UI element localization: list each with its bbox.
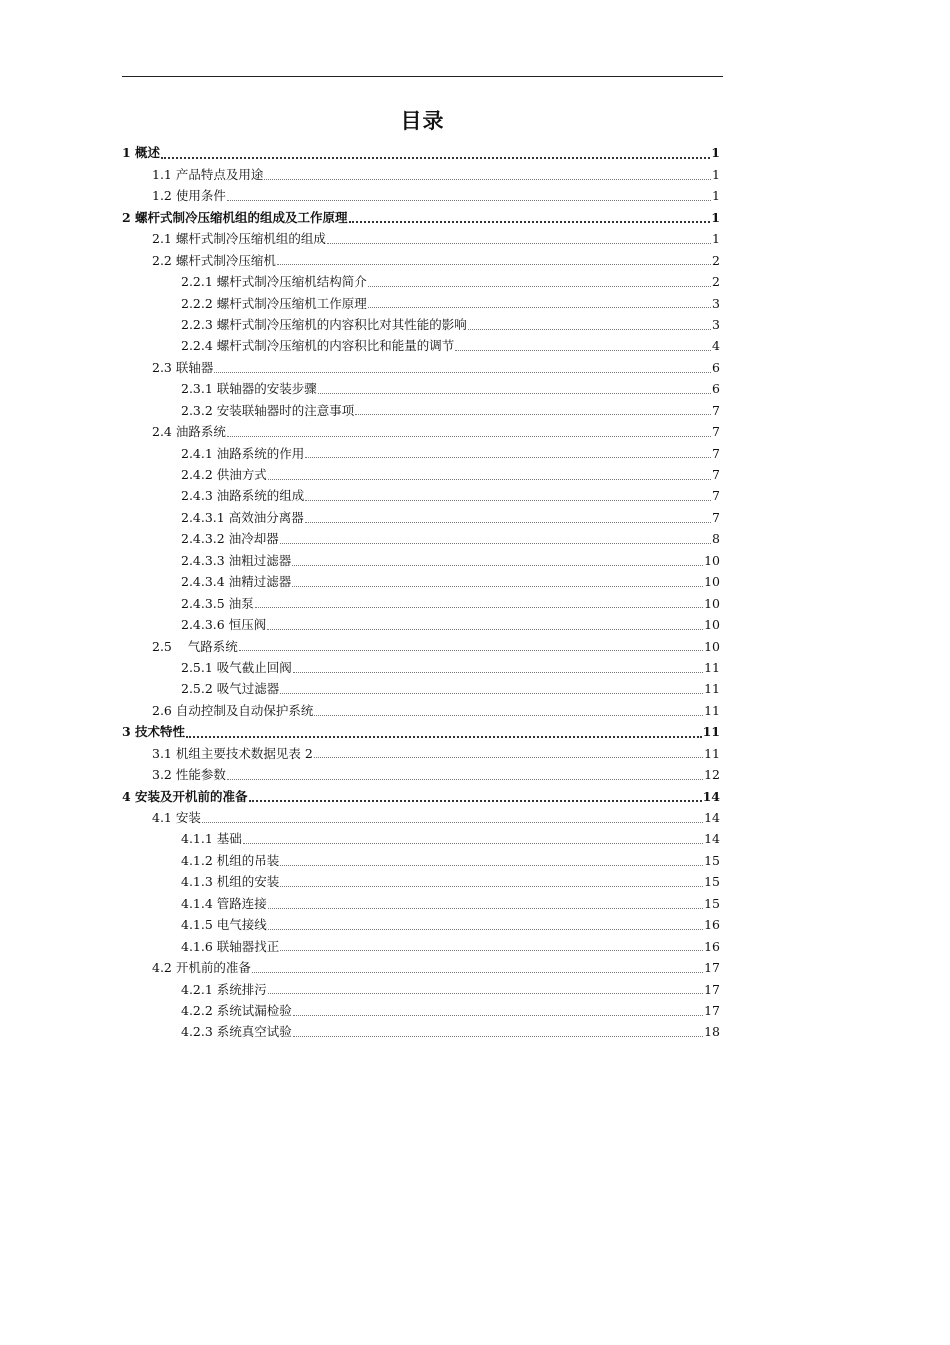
dot-leader	[264, 179, 711, 180]
toc-entry[interactable]	[122, 143, 720, 164]
header-rule	[122, 76, 723, 77]
dot-leader	[268, 908, 703, 909]
dot-leader	[249, 800, 702, 802]
toc-entry[interactable]	[122, 893, 720, 914]
toc-entry-text: 2.6 自动控制及自动保护系统	[152, 702, 314, 718]
toc-entry-page: 18	[704, 1024, 720, 1040]
toc-entry[interactable]	[122, 465, 720, 486]
dot-leader	[293, 1036, 703, 1037]
toc-entry-text: 2.4.2 供油方式	[181, 467, 267, 483]
toc-entry-text: 2.4.3.3 油粗过滤器	[181, 552, 292, 568]
toc-entry[interactable]	[122, 808, 720, 829]
toc-entry[interactable]	[122, 315, 720, 336]
toc-entry-page: 3	[712, 316, 720, 332]
toc-entry[interactable]	[122, 615, 720, 636]
toc-entry[interactable]	[122, 550, 720, 571]
toc-entry-text: 2.4.3.5 油泵	[181, 595, 254, 611]
toc-entry-text: 2.3.2 安装联轴器时的注意事项	[181, 402, 355, 418]
toc-entry-page: 10	[704, 574, 720, 590]
toc-entry-text: 2 螺杆式制冷压缩机组的组成及工作原理	[122, 209, 348, 225]
dot-leader	[255, 607, 703, 608]
toc-entry-page: 10	[704, 595, 720, 611]
toc-entry-page: 15	[704, 895, 720, 911]
toc-entry-page: 6	[712, 359, 720, 375]
toc-entry[interactable]	[122, 164, 720, 185]
toc-entry[interactable]	[122, 872, 720, 893]
toc-entry-page: 7	[712, 467, 720, 483]
toc-entry-page: 17	[704, 960, 720, 976]
toc-entry-page: 14	[702, 788, 720, 804]
toc-entry[interactable]	[122, 207, 720, 228]
dot-leader	[268, 993, 703, 994]
toc-entry[interactable]	[122, 507, 720, 528]
toc-entry-text: 2.4.3 油路系统的组成	[181, 488, 305, 504]
toc-entry[interactable]	[122, 250, 720, 271]
dot-leader	[280, 886, 703, 887]
toc-entry-page: 1	[711, 145, 720, 161]
toc-entry-text: 1.2 使用条件	[152, 188, 226, 204]
toc-entry-page: 14	[704, 831, 720, 847]
toc-entry[interactable]	[122, 936, 720, 957]
toc-entry-page: 11	[704, 659, 720, 675]
dot-leader	[214, 372, 711, 373]
toc-entry-page: 17	[704, 981, 720, 997]
toc-entry[interactable]	[122, 422, 720, 443]
toc-entry-text: 1 概述	[122, 145, 161, 161]
toc-entry[interactable]	[122, 293, 720, 314]
dot-leader	[314, 715, 703, 716]
toc-entry-page: 7	[712, 509, 720, 525]
dot-leader	[292, 565, 703, 566]
toc-entry[interactable]	[122, 572, 720, 593]
toc-entry-page: 10	[704, 638, 720, 654]
toc-entry-page: 7	[712, 424, 720, 440]
toc-entry-page: 11	[704, 702, 720, 718]
toc-entry[interactable]	[122, 786, 720, 807]
toc-entry[interactable]	[122, 915, 720, 936]
toc-entry-text: 2.4.3.2 油冷却器	[181, 531, 279, 547]
toc-entry-text: 4.2.1 系统排污	[181, 981, 267, 997]
toc-entry-text: 4 安装及开机前的准备	[122, 788, 248, 804]
toc-entry-text: 2.3 联轴器	[152, 359, 214, 375]
toc-entry-text: 3 技术特性	[122, 724, 186, 740]
toc-entry-text: 4.2.3 系统真空试验	[181, 1024, 292, 1040]
dot-leader	[280, 693, 703, 694]
toc-entry[interactable]	[122, 765, 720, 786]
toc-entry-text: 2.1 螺杆式制冷压缩机组的组成	[152, 231, 326, 247]
dot-leader	[293, 672, 703, 673]
toc-entry[interactable]	[122, 486, 720, 507]
toc-entry-page: 7	[712, 445, 720, 461]
toc-entry-page: 4	[712, 338, 720, 354]
dot-leader	[227, 779, 703, 780]
toc-entry[interactable]	[122, 593, 720, 614]
dot-leader	[455, 350, 711, 351]
toc-entry-text: 4.1.3 机组的安装	[181, 874, 280, 890]
toc-entry-page: 10	[704, 617, 720, 633]
toc-entry-page: 17	[704, 1002, 720, 1018]
toc-entry-text: 4.1.1 基础	[181, 831, 242, 847]
dot-leader	[280, 950, 703, 951]
toc-entry-text: 4.1.6 联轴器找正	[181, 938, 280, 954]
dot-leader	[292, 586, 703, 587]
dot-leader	[252, 972, 703, 973]
toc-entry-page: 1	[712, 231, 720, 247]
dot-leader	[161, 157, 710, 159]
toc-list	[122, 143, 720, 1043]
toc-entry[interactable]	[122, 829, 720, 850]
toc-entry[interactable]	[122, 186, 720, 207]
toc-entry-text: 2.4.1 油路系统的作用	[181, 445, 305, 461]
toc-entry-text: 4.1 安装	[152, 810, 201, 826]
toc-entry-text: 2.5 气路系统	[152, 638, 238, 654]
dot-leader	[368, 286, 711, 287]
toc-entry-text: 2.3.1 联轴器的安装步骤	[181, 381, 317, 397]
toc-entry-page: 6	[712, 381, 720, 397]
toc-entry-page: 10	[704, 552, 720, 568]
toc-entry[interactable]	[122, 700, 720, 721]
toc-entry-text: 2.2.2 螺杆式制冷压缩机工作原理	[181, 295, 367, 311]
toc-entry-text: 2.2.1 螺杆式制冷压缩机结构简介	[181, 274, 367, 290]
toc-entry-page: 11	[704, 745, 720, 761]
toc-entry-page: 16	[704, 917, 720, 933]
toc-entry-text: 2.4 油路系统	[152, 424, 226, 440]
toc-entry-page: 3	[712, 295, 720, 311]
toc-entry-text: 2.4.3.6 恒压阀	[181, 617, 267, 633]
toc-entry-text: 4.2 开机前的准备	[152, 960, 251, 976]
toc-entry-text: 2.4.3.4 油精过滤器	[181, 574, 292, 590]
toc-title: 目录	[400, 109, 445, 133]
toc-entry-text: 1.1 产品特点及用途	[152, 166, 264, 182]
toc-entry-text: 2.5.1 吸气截止回阀	[181, 659, 292, 675]
toc-entry-page: 2	[712, 252, 720, 268]
toc-entry-text: 2.5.2 吸气过滤器	[181, 681, 280, 697]
toc-entry-page: 1	[712, 166, 720, 182]
toc-entry-text: 3.1 机组主要技术数据见表 2	[152, 745, 313, 761]
dot-leader	[368, 307, 711, 308]
toc-entry-page: 15	[704, 852, 720, 868]
dot-leader	[314, 757, 703, 758]
toc-entry[interactable]	[122, 958, 720, 979]
toc-entry-page: 15	[704, 874, 720, 890]
dot-leader	[239, 650, 703, 651]
toc-entry-page: 7	[712, 488, 720, 504]
toc-entry-text: 2.2 螺杆式制冷压缩机	[152, 252, 276, 268]
dot-leader	[305, 522, 711, 523]
toc-entry[interactable]	[122, 743, 720, 764]
toc-entry[interactable]	[122, 379, 720, 400]
dot-leader	[277, 264, 711, 265]
toc-entry-text: 2.4.3.1 高效油分离器	[181, 509, 304, 525]
toc-entry[interactable]	[122, 1001, 720, 1022]
dot-leader	[305, 500, 711, 501]
toc-entry[interactable]	[122, 529, 720, 550]
toc-entry-page: 16	[704, 938, 720, 954]
dot-leader	[280, 543, 711, 544]
toc-entry[interactable]	[122, 658, 720, 679]
dot-leader	[293, 1015, 703, 1016]
toc-entry-page: 1	[712, 188, 720, 204]
dot-leader	[318, 393, 711, 394]
dot-leader	[349, 221, 711, 223]
toc-entry-text: 4.1.5 电气接线	[181, 917, 267, 933]
toc-entry[interactable]	[122, 1022, 720, 1043]
dot-leader	[355, 414, 711, 415]
toc-entry[interactable]	[122, 722, 720, 743]
toc-entry-text: 4.1.2 机组的吊装	[181, 852, 280, 868]
toc-entry[interactable]	[122, 636, 720, 657]
toc-entry-text: 3.2 性能参数	[152, 767, 226, 783]
dot-leader	[227, 436, 711, 437]
toc-entry-page: 8	[712, 531, 720, 547]
toc-entry[interactable]	[122, 679, 720, 700]
dot-leader	[268, 929, 703, 930]
toc-entry[interactable]	[122, 400, 720, 421]
toc-entry[interactable]	[122, 272, 720, 293]
toc-entry-text: 4.2.2 系统试漏检验	[181, 1002, 292, 1018]
toc-entry[interactable]	[122, 336, 720, 357]
toc-entry-page: 11	[702, 724, 720, 740]
toc-entry-page: 1	[711, 209, 720, 225]
dot-leader	[227, 200, 711, 201]
toc-entry-page: 11	[704, 681, 720, 697]
toc-entry[interactable]	[122, 850, 720, 871]
toc-entry-page: 12	[704, 767, 720, 783]
toc-entry-page: 7	[712, 402, 720, 418]
toc-entry[interactable]	[122, 357, 720, 378]
toc-entry[interactable]	[122, 229, 720, 250]
dot-leader	[268, 479, 711, 480]
dot-leader	[468, 329, 711, 330]
toc-entry-page: 2	[712, 274, 720, 290]
dot-leader	[186, 736, 702, 738]
dot-leader	[305, 457, 711, 458]
dot-leader	[280, 865, 703, 866]
toc-entry-text: 2.2.3 螺杆式制冷压缩机的内容积比对其性能的影响	[181, 316, 467, 332]
toc-entry-text: 4.1.4 管路连接	[181, 895, 267, 911]
toc-entry[interactable]	[122, 979, 720, 1000]
toc-entry-page: 14	[704, 810, 720, 826]
dot-leader	[202, 822, 703, 823]
dot-leader	[243, 843, 703, 844]
dot-leader	[327, 243, 711, 244]
dot-leader	[267, 629, 703, 630]
toc-entry[interactable]	[122, 443, 720, 464]
toc-entry-text: 2.2.4 螺杆式制冷压缩机的内容积比和能量的调节	[181, 338, 455, 354]
